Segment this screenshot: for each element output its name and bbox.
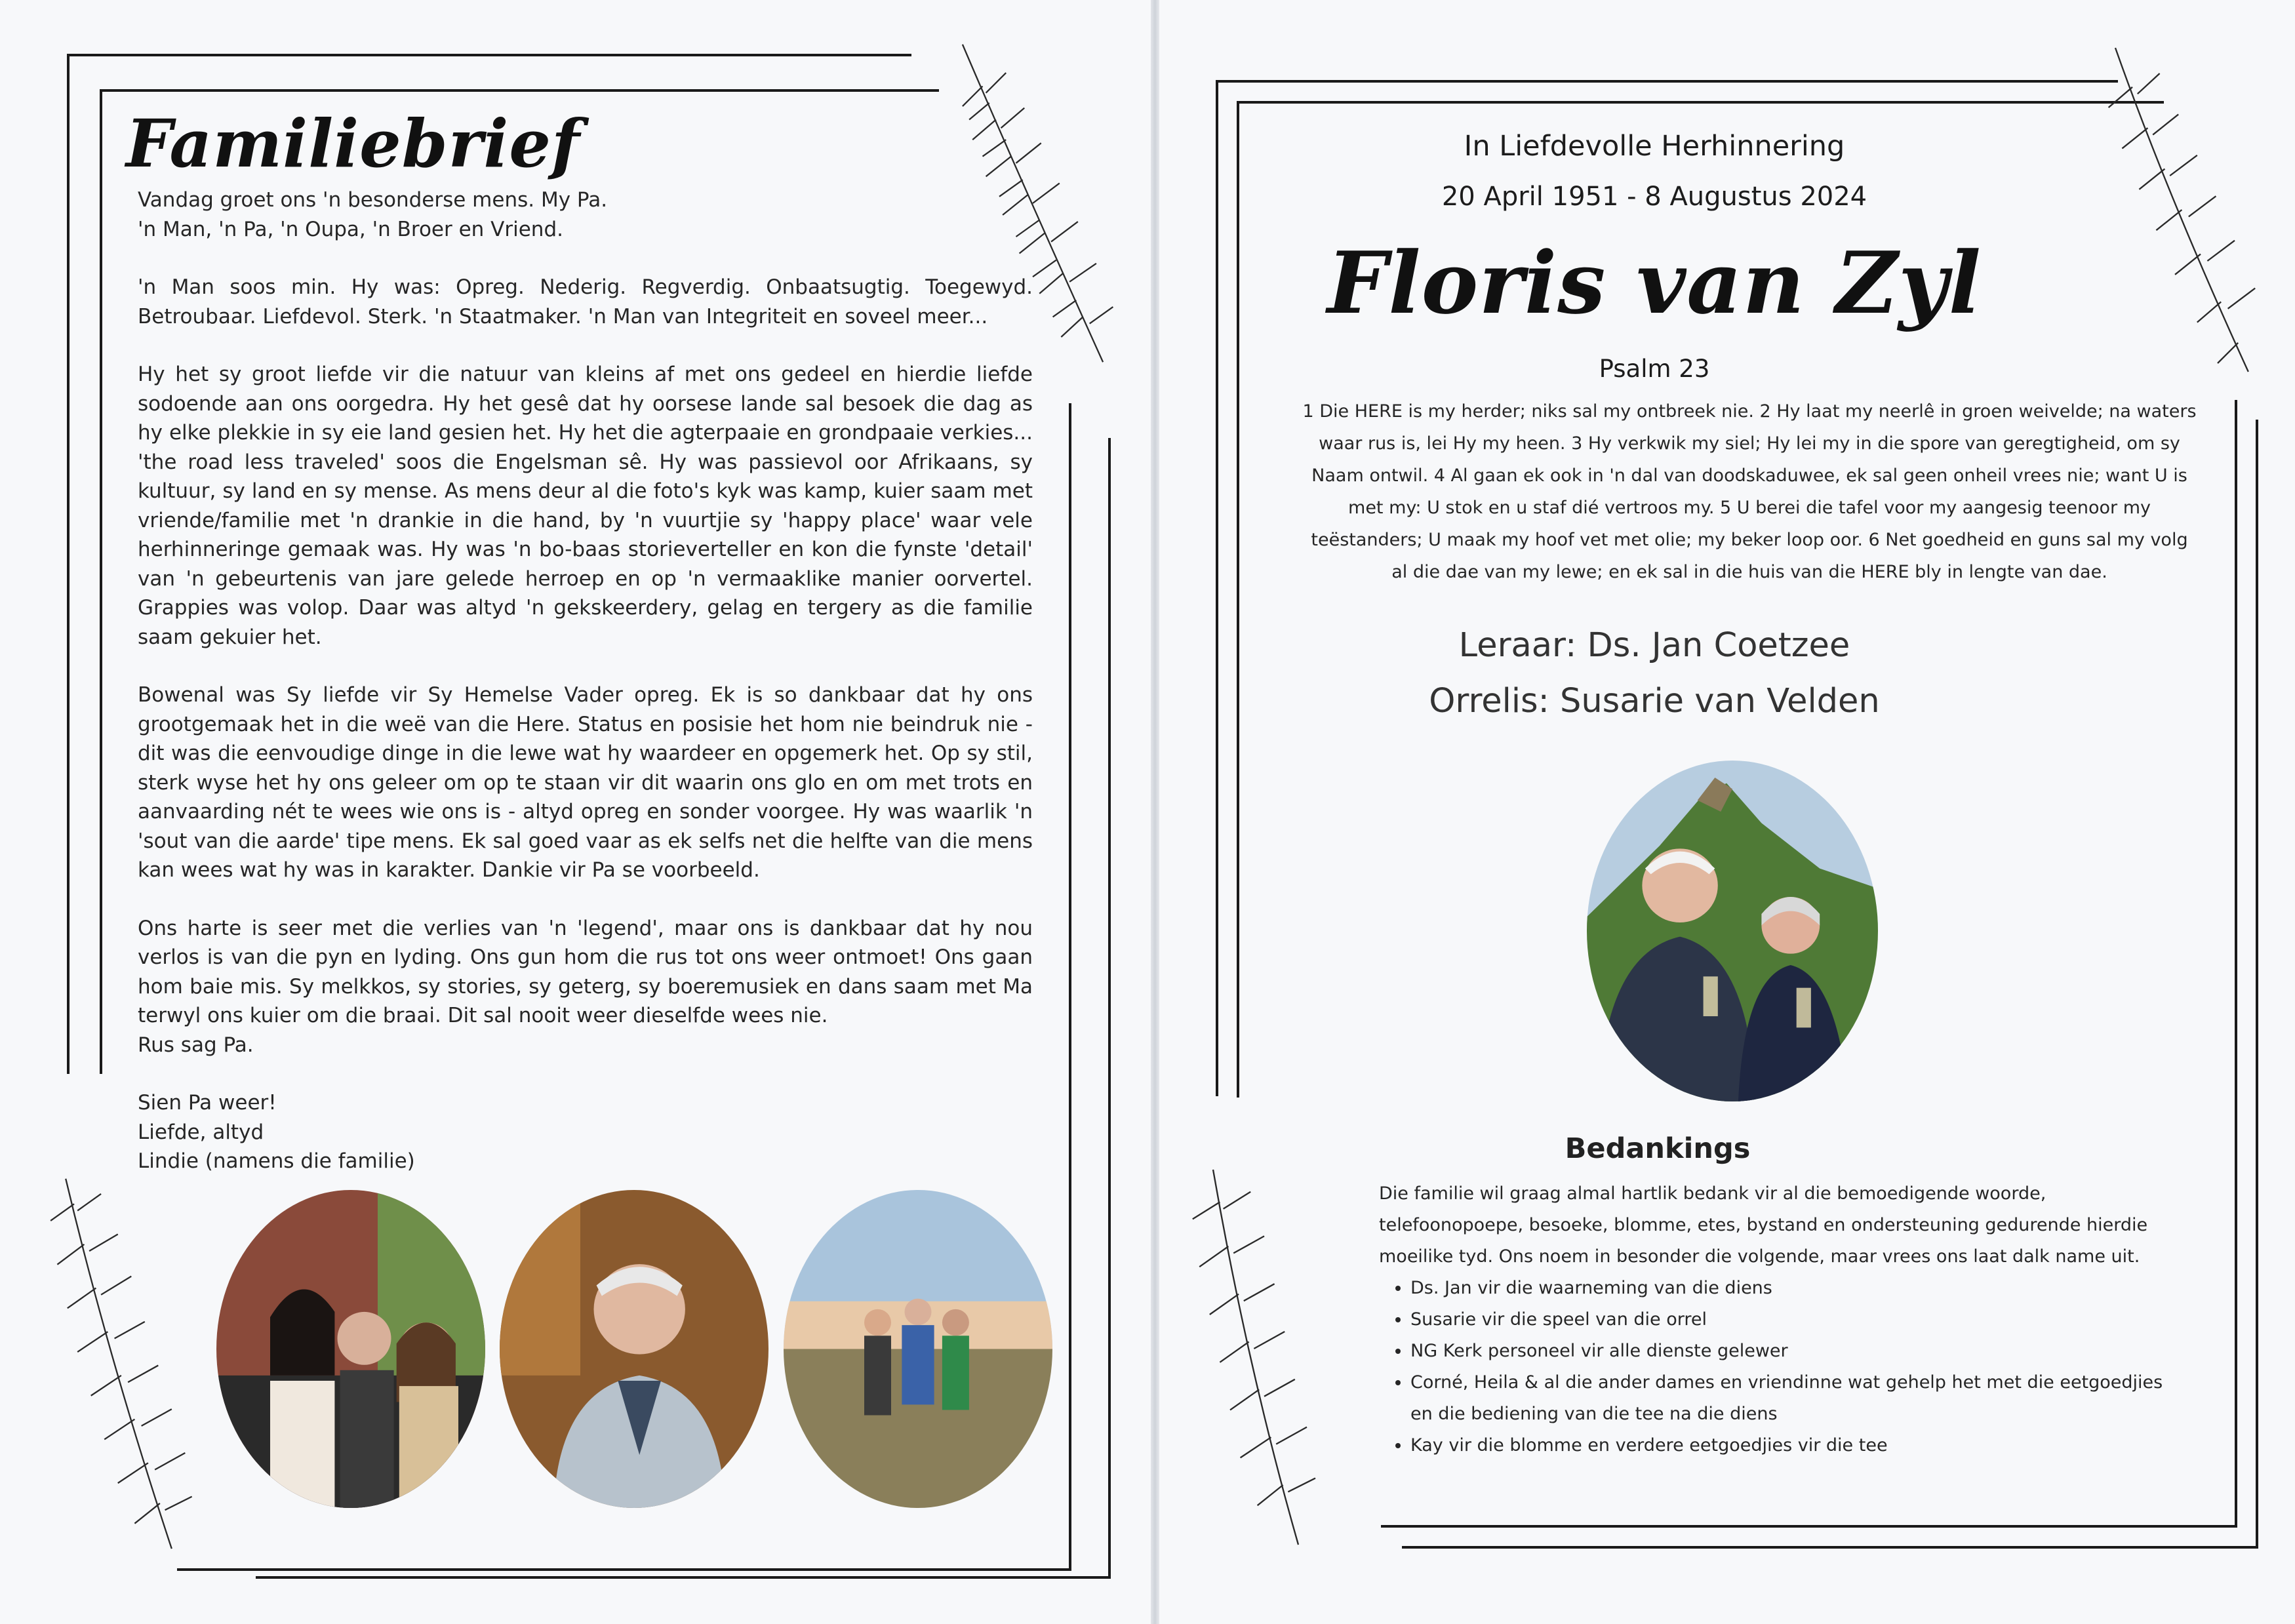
thanks-item: • Susarie vir die speel van die orrel [1410, 1304, 2172, 1336]
signoff-line: Liefde, altyd [138, 1120, 264, 1144]
frame-line [1216, 80, 2118, 83]
thanks-title: Bedankings [1565, 1132, 1751, 1165]
frame-line [1381, 1525, 2237, 1528]
thanks-item: • Corné, Heila & al die ander dames en vriendinne wat gehelp het met die eetgoedjies en die bediening van die tee na die diens [1410, 1367, 2172, 1430]
frame-line [2256, 420, 2258, 1547]
letter-paragraph: Vandag groet ons 'n besonderse mens. My Pa. 'n Man, 'n Pa, 'n Oupa, 'n Broer en Vriend. [138, 188, 608, 241]
family-photo [216, 1190, 485, 1508]
psalm-line: met my: U stok en u staf dié vertroos my. 5 U berei die tafel voor my aangesig teenoor my [1348, 498, 2151, 518]
couple-photo [1587, 761, 1878, 1101]
frame-line [67, 54, 70, 1074]
psalm-title: Psalm 23 [1599, 355, 1710, 383]
frame-line [2235, 400, 2237, 1528]
signoff-line: Lindie (namens die familie) [138, 1149, 415, 1173]
letter-title: Familiebrief [126, 105, 580, 182]
frame-line [1069, 403, 1071, 1570]
frame-line [256, 1576, 1111, 1579]
leaf-sprig-icon [39, 1170, 210, 1557]
organist-line: Orrelis: Susarie van Velden [1429, 682, 1880, 721]
memorial-dates: 20 April 1951 - 8 Augustus 2024 [1441, 182, 1867, 212]
frame-line [100, 89, 939, 92]
psalm-line: waar rus is, lei Hy my heen. 3 Hy verkwik my siel; Hy lei my in die spore van geregtigheid, om sy [1319, 433, 2180, 454]
deceased-name: Floris van Zyl [1327, 233, 1982, 333]
letter-paragraph: Bowenal was Sy liefde vir Sy Hemelse Vader opreg. Ek is so dankbaar dat hy ons grootgemaak het in die weë van die Here. Status en posisie het hom nie beindruk nie - dit was die eenvoudige dinge in die lewe wat hy waardeer en opgemerk het. Op sy stil, sterk wyse het hy ons geleer om op te staan vir dit waarin ons glo en om met trots en aanvaarding nét te wees wie ons is - altyd opreg en sonder voorgee. Hy was waarlik 'n 'sout van die aarde' tipe mens. Ek sal goed vaar as ek selfs net die helfte van die mens kan wees wat hy was in karakter. Dankie vir Pa se voorbeeld. [138, 683, 1033, 882]
letter-paragraph: Hy het sy groot liefde vir die natuur van kleins af met ons gedeel en hierdie liefde sodoende aan ons oorgedra. Hy het gesê dat hy oorsese lande sal besoek die dag as hy elke plekkie in sy eie land gesien het. Hy het die agterpaaie en grondpaaie verkies... 'the road less traveled' soos die Engelsman sê. Hy was passievol oor Afrikaans, sy kultuur, sy land en sy mense. As mens deur al die foto's kyk was kamp, kuier saam met vriende/familie met 'n drankie in die hand, by 'n vuurtjie sy 'happy place' waar vele herhinneringe gemaak was. Hy was 'n bo-baas storieverteller en kon die fynste 'detail' van 'n gebeurtenis van jare gelede herroep en op 'n vermaaklike manier oorvertel. Grappies was volop. Daar was altyd 'n gekskeerdery, gelag en tergery as die familie saam gekuier het. [138, 363, 1033, 649]
page-fold [1151, 0, 1159, 1624]
thanks-item: • NG Kerk personeel vir alle dienste gelewer [1410, 1336, 2172, 1367]
frame-line [67, 54, 911, 56]
leaf-sprig-icon [1179, 1160, 1349, 1554]
minister-line: Leraar: Ds. Jan Coetzee [1458, 626, 1850, 665]
thanks-item: • Kay vir die blomme en verdere eetgoedjies vir die tee [1410, 1430, 2172, 1461]
memorial-heading: In Liefdevolle Herhinnering [1464, 130, 1845, 163]
thanks-list [1379, 1273, 2172, 1461]
letter-paragraph: Ons harte is seer met die verlies van 'n 'legend', maar ons is dankbaar dat hy nou verlos is van die pyn en lyding. Ons gun hom die rus tot ons weer ontmoet! Ons gaan hom baie mis. Sy melkkos, sy stories, sy geterg, sy boeremusiek en dans saam met Ma terwyl ons kuier om die braai. Dit sal nooit weer dieselfde wees nie. Rus sag Pa. [138, 916, 1033, 1057]
thanks-item: • Ds. Jan vir die waarneming van die diens [1410, 1273, 2172, 1304]
landscape-photo [784, 1190, 1052, 1508]
signoff-line: Sien Pa weer! [138, 1091, 277, 1115]
frame-line [177, 1568, 1071, 1571]
psalm-text [1277, 395, 2222, 588]
portrait-photo [500, 1190, 768, 1508]
letter-body [138, 186, 1033, 1176]
right-page [1159, 0, 2295, 1624]
thanks-body [1379, 1178, 2172, 1461]
psalm-line: teëstanders; U maak my hoof vet met olie; my beker loop oor. 6 Net goedheid en guns sal my volg [1311, 530, 2188, 550]
frame-line [1237, 101, 2164, 104]
letter-paragraph: 'n Man soos min. Hy was: Opreg. Nederig. Regverdig. Onbaatsugtig. Toegewyd. Betroubaar. Liefdevol. Sterk. 'n Staatmaker. 'n Man van Integriteit en soveel meer... [138, 275, 1033, 328]
psalm-line: Naam ontwil. 4 Al gaan ek ook in 'n dal van doodskaduwee, ek sal geen onheil vrees nie; want U is [1311, 465, 2187, 486]
frame-line [100, 89, 102, 1074]
frame-line [1402, 1546, 2258, 1549]
thanks-intro: Die familie wil graag almal hartlik bedank vir al die bemoedigende woorde, telefoonopoepe, besoeke, blomme, etes, bystand en ondersteuning gedurende hierdie moeilike tyd. Ons noem in besonder die volgende, maar vrees ons laat dalk name uit. [1379, 1183, 2148, 1267]
frame-line [1108, 438, 1111, 1579]
psalm-line: al die dae van my lewe; en ek sal in die huis van die HERE bly in lengte van dae. [1391, 562, 2107, 582]
psalm-line: 1 Die HERE is my herder; niks sal my ontbreek nie. 2 Hy laat my neerlê in groen weivelde; na waters [1302, 401, 2197, 422]
